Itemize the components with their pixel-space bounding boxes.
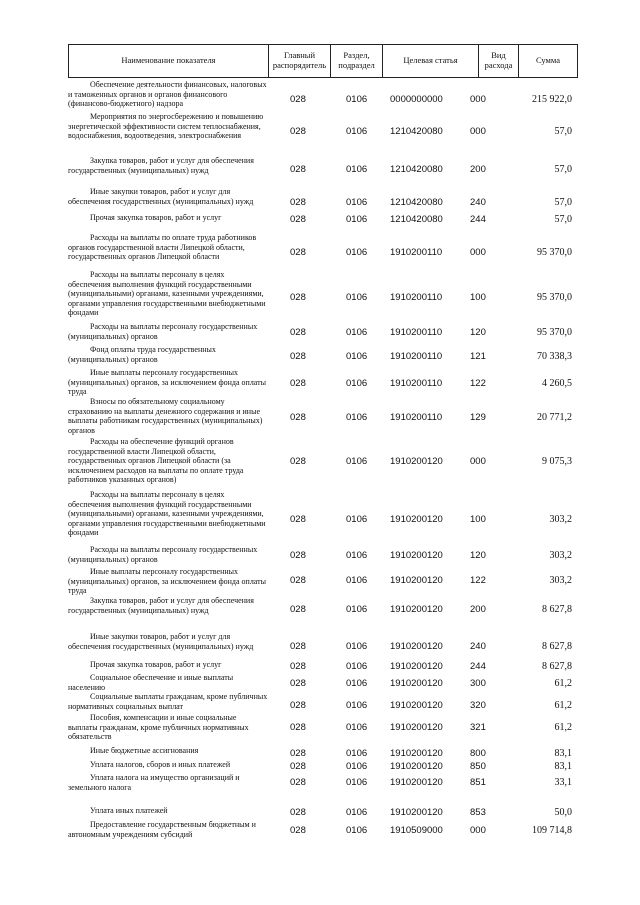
row-razdel: 0106 [346, 604, 368, 615]
row-name: Пособия, компенсации и иные социальные выплаты гражданам, кроме публичных нормативных обязательств [68, 713, 249, 741]
row-vr: 100 [470, 514, 486, 525]
row-cs: 0000000000 [390, 94, 443, 105]
row-vr: 244 [470, 661, 486, 672]
row-cs: 1910509000 [390, 825, 443, 836]
row-vr: 200 [470, 164, 486, 175]
row-name: Мероприятия по энергосбережению и повышению энергетической эффективности систем теплоснабжения, водоснабжения, водоотведения, электроснабжения [68, 112, 264, 140]
row-cs: 1910200120 [390, 761, 443, 772]
row-vr: 000 [470, 94, 486, 105]
row-razdel: 0106 [346, 126, 368, 137]
row-sum: 20 771,2 [537, 412, 572, 423]
row-cs: 1910200120 [390, 604, 443, 615]
row-sum: 109 714,8 [532, 825, 572, 836]
row-cs: 1910200110 [390, 351, 443, 362]
row-sum: 95 370,0 [537, 247, 572, 258]
row-razdel: 0106 [346, 550, 368, 561]
row-cs: 1910200120 [390, 550, 443, 561]
row-sum: 8 627,8 [542, 604, 572, 615]
row-vr: 121 [470, 351, 486, 362]
row-cs: 1210420080 [390, 197, 443, 208]
row-grbs: 028 [290, 604, 306, 615]
row-cs: 1910200120 [390, 514, 443, 525]
row-grbs: 028 [290, 292, 306, 303]
row-cs: 1910200110 [390, 327, 443, 338]
row-razdel: 0106 [346, 761, 368, 772]
row-razdel: 0106 [346, 641, 368, 652]
row-razdel: 0106 [346, 777, 368, 788]
row-sum: 8 627,8 [542, 641, 572, 652]
row-sum: 215 922,0 [532, 94, 572, 105]
row-sum: 50,0 [554, 807, 572, 818]
row-name: Закупка товаров, работ и услуг для обеспечения государственных (муниципальных) нужд [68, 596, 254, 615]
row-grbs: 028 [290, 378, 306, 389]
row-grbs: 028 [290, 575, 306, 586]
row-sum: 95 370,0 [537, 327, 572, 338]
row-sum: 4 260,5 [542, 378, 572, 389]
row-cs: 1910200120 [390, 722, 443, 733]
row-grbs: 028 [290, 825, 306, 836]
row-vr: 120 [470, 550, 486, 561]
row-grbs: 028 [290, 722, 306, 733]
row-vr: 850 [470, 761, 486, 772]
row-cs: 1910200120 [390, 641, 443, 652]
row-grbs: 028 [290, 700, 306, 711]
row-name: Расходы на выплаты по оплате труда работников органов государственной власти Липецкой области, государственных органов Липецкой области [68, 233, 257, 261]
row-razdel: 0106 [346, 292, 368, 303]
row-cs: 1910200120 [390, 678, 443, 689]
row-sum: 57,0 [554, 126, 572, 137]
row-grbs: 028 [290, 214, 306, 225]
row-sum: 95 370,0 [537, 292, 572, 303]
row-grbs: 028 [290, 351, 306, 362]
row-grbs: 028 [290, 327, 306, 338]
row-vr: 240 [470, 641, 486, 652]
row-name: Расходы на обеспечение функций органов государственной власти Липецкой области, государственных органов Липецкой области (за исключением расходов на выплаты по оплате труда работников указанных органов) [68, 437, 244, 484]
row-vr: 000 [470, 247, 486, 258]
row-grbs: 028 [290, 550, 306, 561]
row-grbs: 028 [290, 514, 306, 525]
header-sum: Сумма [535, 55, 561, 66]
row-cs: 1210420080 [390, 214, 443, 225]
row-cs: 1910200110 [390, 412, 443, 423]
header-razdel: Раздел, подраздел [331, 45, 383, 77]
row-razdel: 0106 [346, 351, 368, 362]
row-razdel: 0106 [346, 661, 368, 672]
row-name: Фонд оплаты труда государственных (муниципальных) органов [68, 345, 216, 364]
row-name: Уплата иных платежей [90, 806, 168, 815]
row-name: Уплата налога на имущество организаций и земельного налога [68, 773, 240, 792]
row-grbs: 028 [290, 456, 306, 467]
row-cs: 1910200110 [390, 247, 443, 258]
row-cs: 1910200120 [390, 661, 443, 672]
row-vr: 122 [470, 378, 486, 389]
row-sum: 61,2 [554, 700, 572, 711]
row-grbs: 028 [290, 678, 306, 689]
row-razdel: 0106 [346, 514, 368, 525]
row-grbs: 028 [290, 412, 306, 423]
row-name: Прочая закупка товаров, работ и услуг [90, 660, 222, 669]
row-sum: 9 075,3 [542, 456, 572, 467]
row-sum: 57,0 [554, 164, 572, 175]
row-grbs: 028 [290, 807, 306, 818]
table-header [68, 44, 578, 78]
row-cs: 1210420080 [390, 164, 443, 175]
row-sum: 303,2 [549, 514, 572, 525]
row-cs: 1910200120 [390, 777, 443, 788]
row-sum: 70 338,3 [537, 351, 572, 362]
row-vr: 000 [470, 126, 486, 137]
row-grbs: 028 [290, 777, 306, 788]
header-cs: Целевая статья [383, 45, 479, 77]
row-vr: 240 [470, 197, 486, 208]
row-sum: 83,1 [554, 748, 572, 759]
header-name: Наименование показателя [69, 45, 269, 77]
row-razdel: 0106 [346, 575, 368, 586]
row-name: Расходы на выплаты персоналу в целях обеспечения выполнения функций государственными (муниципальными) органами, казенными учреждениями, органами управления государственными внебюджетными фондами [68, 270, 266, 317]
row-vr: 100 [470, 292, 486, 303]
row-sum: 61,2 [554, 722, 572, 733]
row-name: Иные выплаты персоналу государственных (муниципальных) органов, за исключением фонда оплаты труда [68, 368, 267, 396]
row-razdel: 0106 [346, 722, 368, 733]
row-razdel: 0106 [346, 412, 368, 423]
row-razdel: 0106 [346, 164, 368, 175]
row-grbs: 028 [290, 641, 306, 652]
row-grbs: 028 [290, 126, 306, 137]
row-razdel: 0106 [346, 456, 368, 467]
row-razdel: 0106 [346, 94, 368, 105]
row-razdel: 0106 [346, 327, 368, 338]
row-grbs: 028 [290, 761, 306, 772]
row-razdel: 0106 [346, 748, 368, 759]
row-razdel: 0106 [346, 825, 368, 836]
row-cs: 1910200110 [390, 378, 443, 389]
header-grbs: Главный распорядитель [269, 45, 331, 77]
row-vr: 129 [470, 412, 486, 423]
row-name: Расходы на выплаты персоналу в целях обеспечения выполнения функций государственными (муниципальными) органами, казенными учреждениями, органами управления государственными внебюджетными фондами [68, 490, 266, 537]
row-razdel: 0106 [346, 678, 368, 689]
row-name: Социальное обеспечение и иные выплаты населению [68, 673, 234, 692]
row-vr: 120 [470, 327, 486, 338]
row-name: Закупка товаров, работ и услуг для обеспечения государственных (муниципальных) нужд [68, 156, 254, 175]
row-sum: 57,0 [554, 197, 572, 208]
row-grbs: 028 [290, 94, 306, 105]
row-cs: 1910200120 [390, 700, 443, 711]
row-vr: 320 [470, 700, 486, 711]
row-vr: 321 [470, 722, 486, 733]
row-name: Расходы на выплаты персоналу государственных (муниципальных) органов [68, 545, 258, 564]
row-sum: 33,1 [554, 777, 572, 788]
row-grbs: 028 [290, 164, 306, 175]
row-name: Иные выплаты персоналу государственных (муниципальных) органов, за исключением фонда оплаты труда [68, 567, 267, 595]
row-sum: 83,1 [554, 761, 572, 772]
row-cs: 1210420080 [390, 126, 443, 137]
row-razdel: 0106 [346, 214, 368, 225]
row-cs: 1910200120 [390, 807, 443, 818]
row-name: Иные закупки товаров, работ и услуг для обеспечения государственных (муниципальных) нужд [68, 187, 254, 206]
row-grbs: 028 [290, 247, 306, 258]
row-vr: 122 [470, 575, 486, 586]
row-vr: 200 [470, 604, 486, 615]
row-razdel: 0106 [346, 700, 368, 711]
row-vr: 300 [470, 678, 486, 689]
row-sum: 57,0 [554, 214, 572, 225]
row-vr: 000 [470, 456, 486, 467]
row-name: Социальные выплаты гражданам, кроме публичных нормативных социальных выплат [68, 692, 268, 711]
row-vr: 000 [470, 825, 486, 836]
row-sum: 303,2 [549, 550, 572, 561]
row-cs: 1910200120 [390, 456, 443, 467]
row-name: Прочая закупка товаров, работ и услуг [90, 213, 222, 222]
row-razdel: 0106 [346, 807, 368, 818]
row-name: Предоставление государственным бюджетным и автономным учреждениям субсидий [68, 820, 256, 839]
row-vr: 853 [470, 807, 486, 818]
row-name: Иные закупки товаров, работ и услуг для обеспечения государственных (муниципальных) нужд [68, 632, 254, 651]
row-grbs: 028 [290, 748, 306, 759]
row-cs: 1910200110 [390, 292, 443, 303]
row-grbs: 028 [290, 197, 306, 208]
row-razdel: 0106 [346, 247, 368, 258]
row-name: Расходы на выплаты персоналу государственных (муниципальных) органов [68, 322, 258, 341]
row-razdel: 0106 [346, 197, 368, 208]
row-name: Обеспечение деятельности финансовых, налоговых и таможенных органов и органов финансового (финансово-бюджетного) надзора [68, 80, 267, 108]
header-vr: Вид расхода [479, 45, 519, 77]
row-sum: 8 627,8 [542, 661, 572, 672]
row-razdel: 0106 [346, 378, 368, 389]
row-sum: 61,2 [554, 678, 572, 689]
row-cs: 1910200120 [390, 748, 443, 759]
row-grbs: 028 [290, 661, 306, 672]
row-name: Уплата налогов, сборов и иных платежей [90, 760, 231, 769]
row-name: Взносы по обязательному социальному страхованию на выплаты денежного содержания и иные выплаты работникам государственных (муниципальных) органов [68, 397, 263, 435]
row-name: Иные бюджетные ассигнования [90, 746, 199, 755]
row-cs: 1910200120 [390, 575, 443, 586]
row-vr: 851 [470, 777, 486, 788]
row-vr: 244 [470, 214, 486, 225]
row-sum: 303,2 [549, 575, 572, 586]
row-vr: 800 [470, 748, 486, 759]
